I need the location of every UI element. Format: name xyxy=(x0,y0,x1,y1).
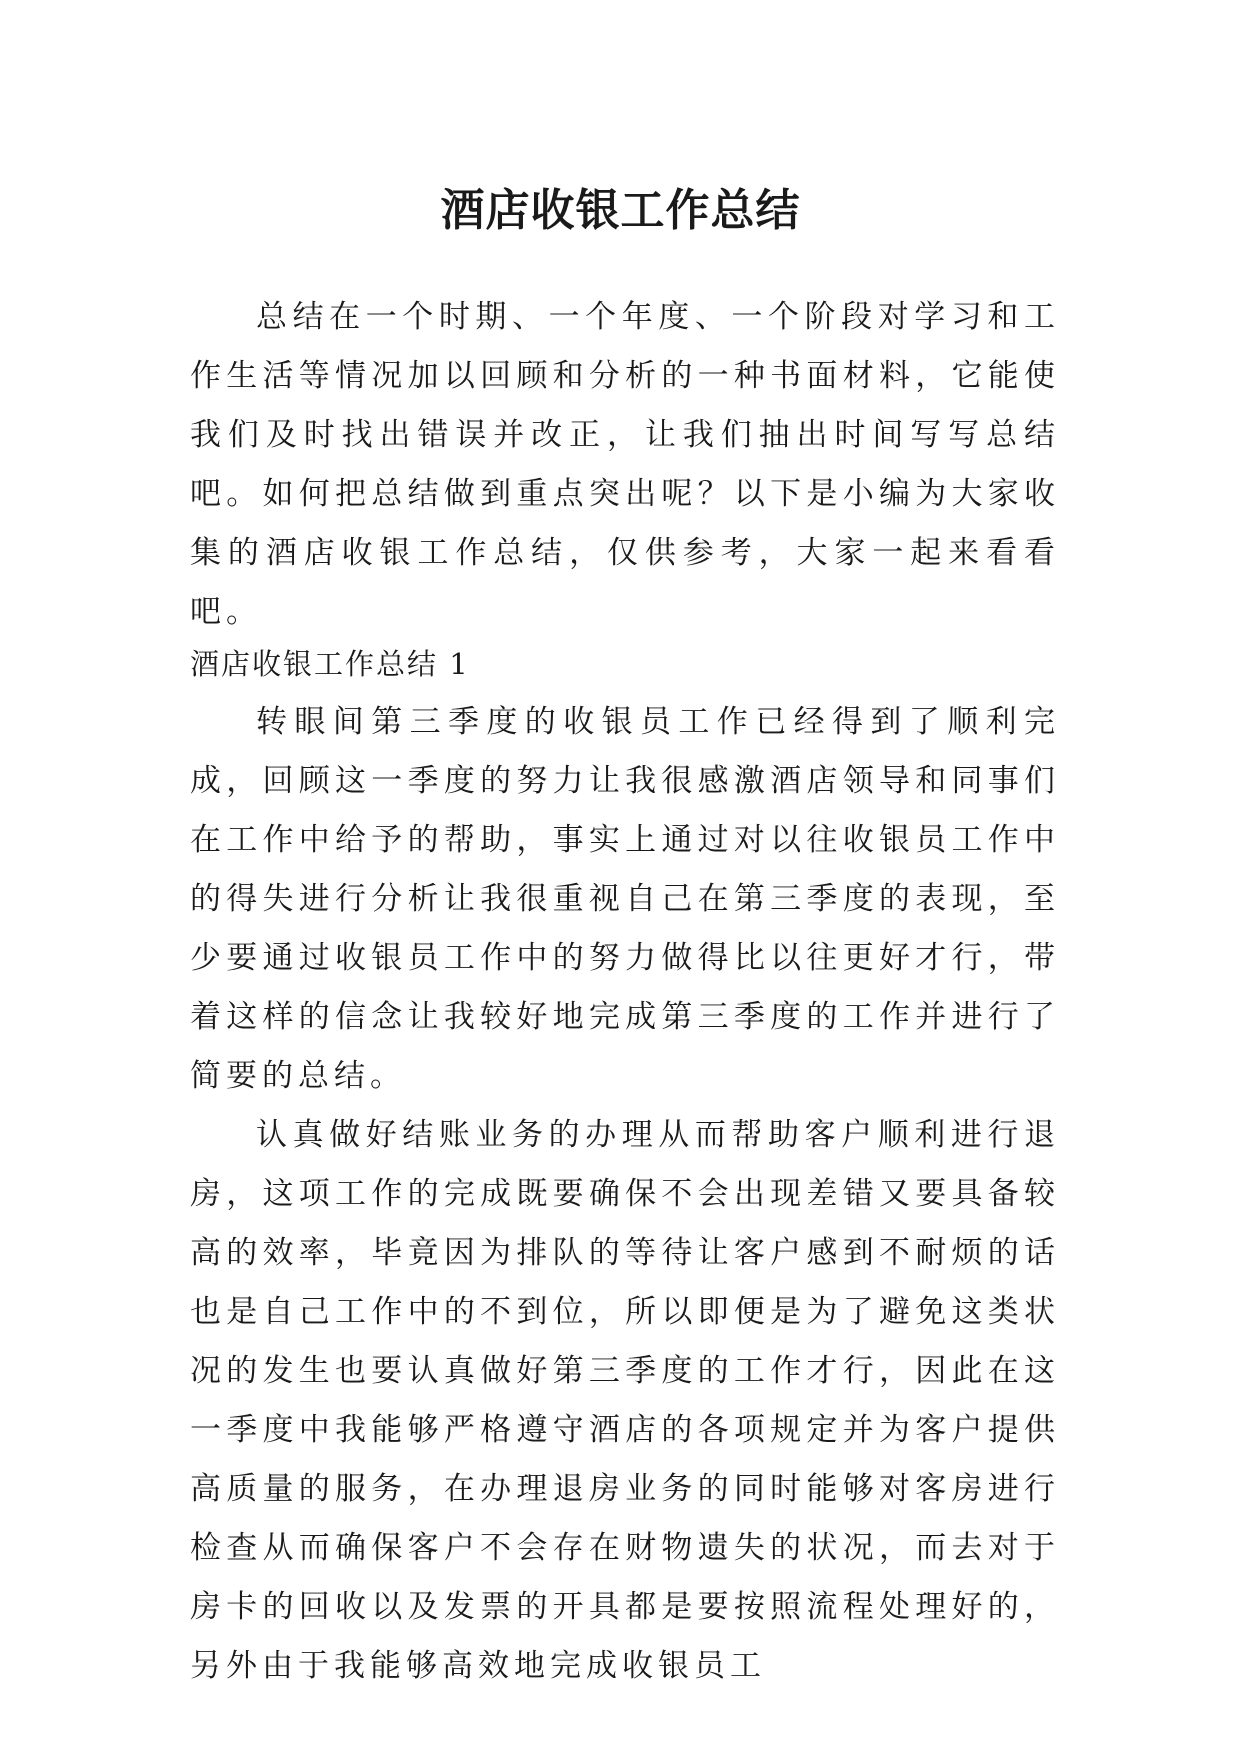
section-heading: 酒店收银工作总结 1 xyxy=(190,647,470,681)
section-paragraph-1: 转眼间第三季度的收银员工作已经得到了顺利完成，回顾这一季度的努力让我很感激酒店领导和同事们在工作中给予的帮助，事实上通过对以往收银员工作中的得失进行分析让我很重视自己在第三季度的表现，至少要通过收银员工作中的努力做得比以往更好才行，带着这样的信念让我较好地完成第三季度的工作并进行了简要的总结。 xyxy=(190,704,1060,1094)
page-title: 酒店收银工作总结 xyxy=(440,185,801,237)
intro-paragraph: 总结在一个时期、一个年度、一个阶段对学习和工作生活等情况加以回顾和分析的一种书面材料，它能使我们及时找出错误并改正，让我们抽出时间写写总结吧。如何把总结做到重点突出呢？以下是小编为大家收集的酒店收银工作总结，仅供参考，大家一起来看看吧。 xyxy=(190,299,1060,630)
section-paragraph-2: 认真做好结账业务的办理从而帮助客户顺利进行退房，这项工作的完成既要确保不会出现差错又要具备较高的效率，毕竟因为排队的等待让客户感到不耐烦的话也是自己工作中的不到位，所以即便是为了避免这类状况的发生也要认真做好第三季度的工作才行，因此在这一季度中我能够严格遵守酒店的各项规定并为客户提供高质量的服务，在办理退房业务的同时能够对客房进行检查从而确保客户不会存在财物遗失的状况，而去对于房卡的回收以及发票的开具都是要按照流程处理好的，另外由于我能够高效地完成收银员工 xyxy=(190,1117,1060,1684)
intro-block xyxy=(190,288,1060,642)
section-1 xyxy=(190,636,1060,1696)
